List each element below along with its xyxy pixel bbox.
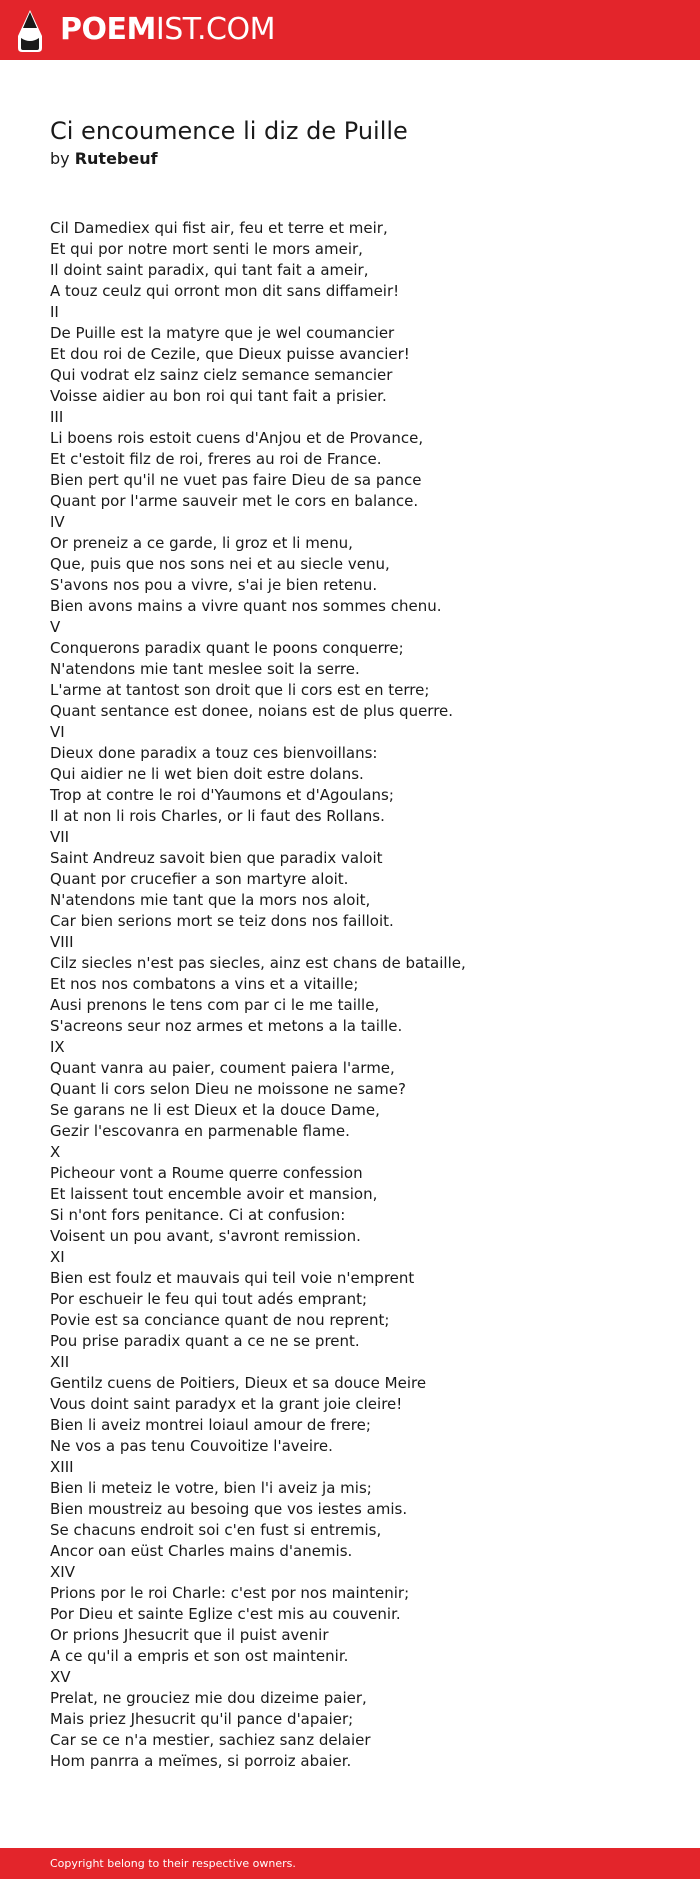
poem-line: II xyxy=(50,303,59,321)
poem-line: A touz ceulz qui orront mon dit sans diffameir! xyxy=(50,282,400,300)
poem-line: N'atendons mie tant meslee soit la serre. xyxy=(50,660,360,678)
copyright-text: Copyright belong to their respective owners. xyxy=(50,1857,296,1870)
poem-line: Prelat, ne grouciez mie dou dizeime paier, xyxy=(50,1689,367,1707)
poem-line: Hom panrra a meïmes, si porroiz abaier. xyxy=(50,1752,352,1770)
poem-line: Cilz siecles n'est pas siecles, ainz est chans de bataille, xyxy=(50,954,466,972)
poem-line: Or prions Jhesucrit que il puist avenir xyxy=(50,1626,329,1644)
poem-line: X xyxy=(50,1143,61,1161)
poem-line: Prions por le roi Charle: c'est por nos maintenir; xyxy=(50,1584,410,1602)
poem-line: Trop at contre le roi d'Yaumons et d'Agoulans; xyxy=(50,786,394,804)
poem-line: Li boens rois estoit cuens d'Anjou et de Provance, xyxy=(50,429,424,447)
poem-line: Il doint saint paradix, qui tant fait a ameir, xyxy=(50,261,369,279)
poem-line: XIII xyxy=(50,1458,74,1476)
by-label: by xyxy=(50,149,70,168)
poem-line: XIV xyxy=(50,1563,75,1581)
poem-line: IV xyxy=(50,513,65,531)
poem-line: Si n'ont fors penitance. Ci at confusion: xyxy=(50,1206,346,1224)
poem-line: Et nos nos combatons a vins et a vitaille; xyxy=(50,975,359,993)
poem-line: Povie est sa conciance quant de nou reprent; xyxy=(50,1311,390,1329)
poem-line: Gezir l'escovanra en parmenable flame. xyxy=(50,1122,350,1140)
poem-line: Por eschueir le feu qui tout adés emprant; xyxy=(50,1290,368,1308)
poem-line: Picheour vont a Roume querre confession xyxy=(50,1164,363,1182)
poem-line: III xyxy=(50,408,64,426)
logo-light-text: IST.COM xyxy=(155,12,275,47)
poem-line: Se garans ne li est Dieux et la douce Dame, xyxy=(50,1101,380,1119)
poem-line: Et c'estoit filz de roi, freres au roi de France. xyxy=(50,450,382,468)
author-name[interactable]: Rutebeuf xyxy=(74,149,158,168)
poem-line: Ancor oan eüst Charles mains d'anemis. xyxy=(50,1542,353,1560)
poem-byline xyxy=(50,148,158,170)
poem-line: Bien li aveiz montrei loiaul amour de frere; xyxy=(50,1416,371,1434)
poem-line: Et dou roi de Cezile, que Dieux puisse avancier! xyxy=(50,345,410,363)
poem-line: VII xyxy=(50,828,70,846)
poem-line: Et laissent tout encemble avoir et mansion, xyxy=(50,1185,378,1203)
poem-line: Quant por crucefier a son martyre aloit. xyxy=(50,870,349,888)
poem-line: Car bien serions mort se teiz dons nos failloit. xyxy=(50,912,394,930)
poem-line: Que, puis que nos sons nei et au siecle venu, xyxy=(50,555,390,573)
poem-line: Bien moustreiz au besoing que vos iestes amis. xyxy=(50,1500,408,1518)
poem-line: Cil Damediex qui fist air, feu et terre et meir, xyxy=(50,219,388,237)
poem-line: Car se ce n'a mestier, sachiez sanz delaier xyxy=(50,1731,371,1749)
poem-line: Qui vodrat elz sainz cielz semance semancier xyxy=(50,366,393,384)
poem-line: Or preneiz a ce garde, li groz et li menu, xyxy=(50,534,353,552)
poem-line: IX xyxy=(50,1038,65,1056)
poem-line: A ce qu'il a empris et son ost maintenir. xyxy=(50,1647,349,1665)
poem-line: XII xyxy=(50,1353,70,1371)
poem-line: Mais priez Jhesucrit qu'il pance d'apaier; xyxy=(50,1710,354,1728)
poem-line: Quant por l'arme sauveir met le cors en balance. xyxy=(50,492,419,510)
poem-line: Se chacuns endroit soi c'en fust si entremis, xyxy=(50,1521,382,1539)
site-header xyxy=(0,0,700,60)
poem-line: VIII xyxy=(50,933,74,951)
poem-line: VI xyxy=(50,723,65,741)
poem-title: Ci encoumence li diz de Puille xyxy=(50,117,408,145)
poem-line: V xyxy=(50,618,61,636)
poem-line: Bien avons mains a vivre quant nos sommes chenu. xyxy=(50,597,442,615)
poem-line: Qui aidier ne li wet bien doit estre dolans. xyxy=(50,765,364,783)
poem-line: Quant sentance est donee, noians est de plus querre. xyxy=(50,702,454,720)
poem-line: Saint Andreuz savoit bien que paradix valoit xyxy=(50,849,383,867)
poem-line: Pou prise paradix quant a ce ne se prent. xyxy=(50,1332,360,1350)
site-footer xyxy=(0,1848,700,1879)
poem-line: Bien pert qu'il ne vuet pas faire Dieu de sa pance xyxy=(50,471,422,489)
site-logo[interactable] xyxy=(60,11,275,49)
poem-line: Bien li meteiz le votre, bien l'i aveiz ja mis; xyxy=(50,1479,372,1497)
pen-nib-icon[interactable] xyxy=(17,10,43,52)
poem-line: S'acreons seur noz armes et metons a la taille. xyxy=(50,1017,403,1035)
poem-line: Quant vanra au paier, coument paiera l'arme, xyxy=(50,1059,395,1077)
poem-line: S'avons nos pou a vivre, s'ai je bien retenu. xyxy=(50,576,378,594)
poem-line: Conquerons paradix quant le poons conquerre; xyxy=(50,639,404,657)
poem-line: Vous doint saint paradyx et la grant joie cleire! xyxy=(50,1395,403,1413)
poem-body xyxy=(50,218,466,1772)
poem-line: Dieux done paradix a touz ces bienvoillans: xyxy=(50,744,378,762)
poem-line: XV xyxy=(50,1668,71,1686)
poem-line: Il at non li rois Charles, or li faut des Rollans. xyxy=(50,807,385,825)
poem-line: Bien est foulz et mauvais qui teil voie n'emprent xyxy=(50,1269,415,1287)
poem-line: N'atendons mie tant que la mors nos aloit, xyxy=(50,891,371,909)
poem-line: Voisent un pou avant, s'avront remission. xyxy=(50,1227,361,1245)
poem-line: Et qui por notre mort senti le mors ameir, xyxy=(50,240,363,258)
poem-line: Gentilz cuens de Poitiers, Dieux et sa douce Meire xyxy=(50,1374,427,1392)
poem-line: Voisse aidier au bon roi qui tant fait a prisier. xyxy=(50,387,387,405)
poem-line: L'arme at tantost son droit que li cors est en terre; xyxy=(50,681,430,699)
poem-line: Ausi prenons le tens com par ci le me taille, xyxy=(50,996,380,1014)
poem-line: De Puille est la matyre que je wel coumancier xyxy=(50,324,395,342)
poem-line: XI xyxy=(50,1248,65,1266)
poem-line: Quant li cors selon Dieu ne moissone ne same? xyxy=(50,1080,406,1098)
logo-bold-text: POEM xyxy=(60,12,156,47)
poem-line: Ne vos a pas tenu Couvoitize l'aveire. xyxy=(50,1437,333,1455)
poem-line: Por Dieu et sainte Eglize c'est mis au couvenir. xyxy=(50,1605,401,1623)
